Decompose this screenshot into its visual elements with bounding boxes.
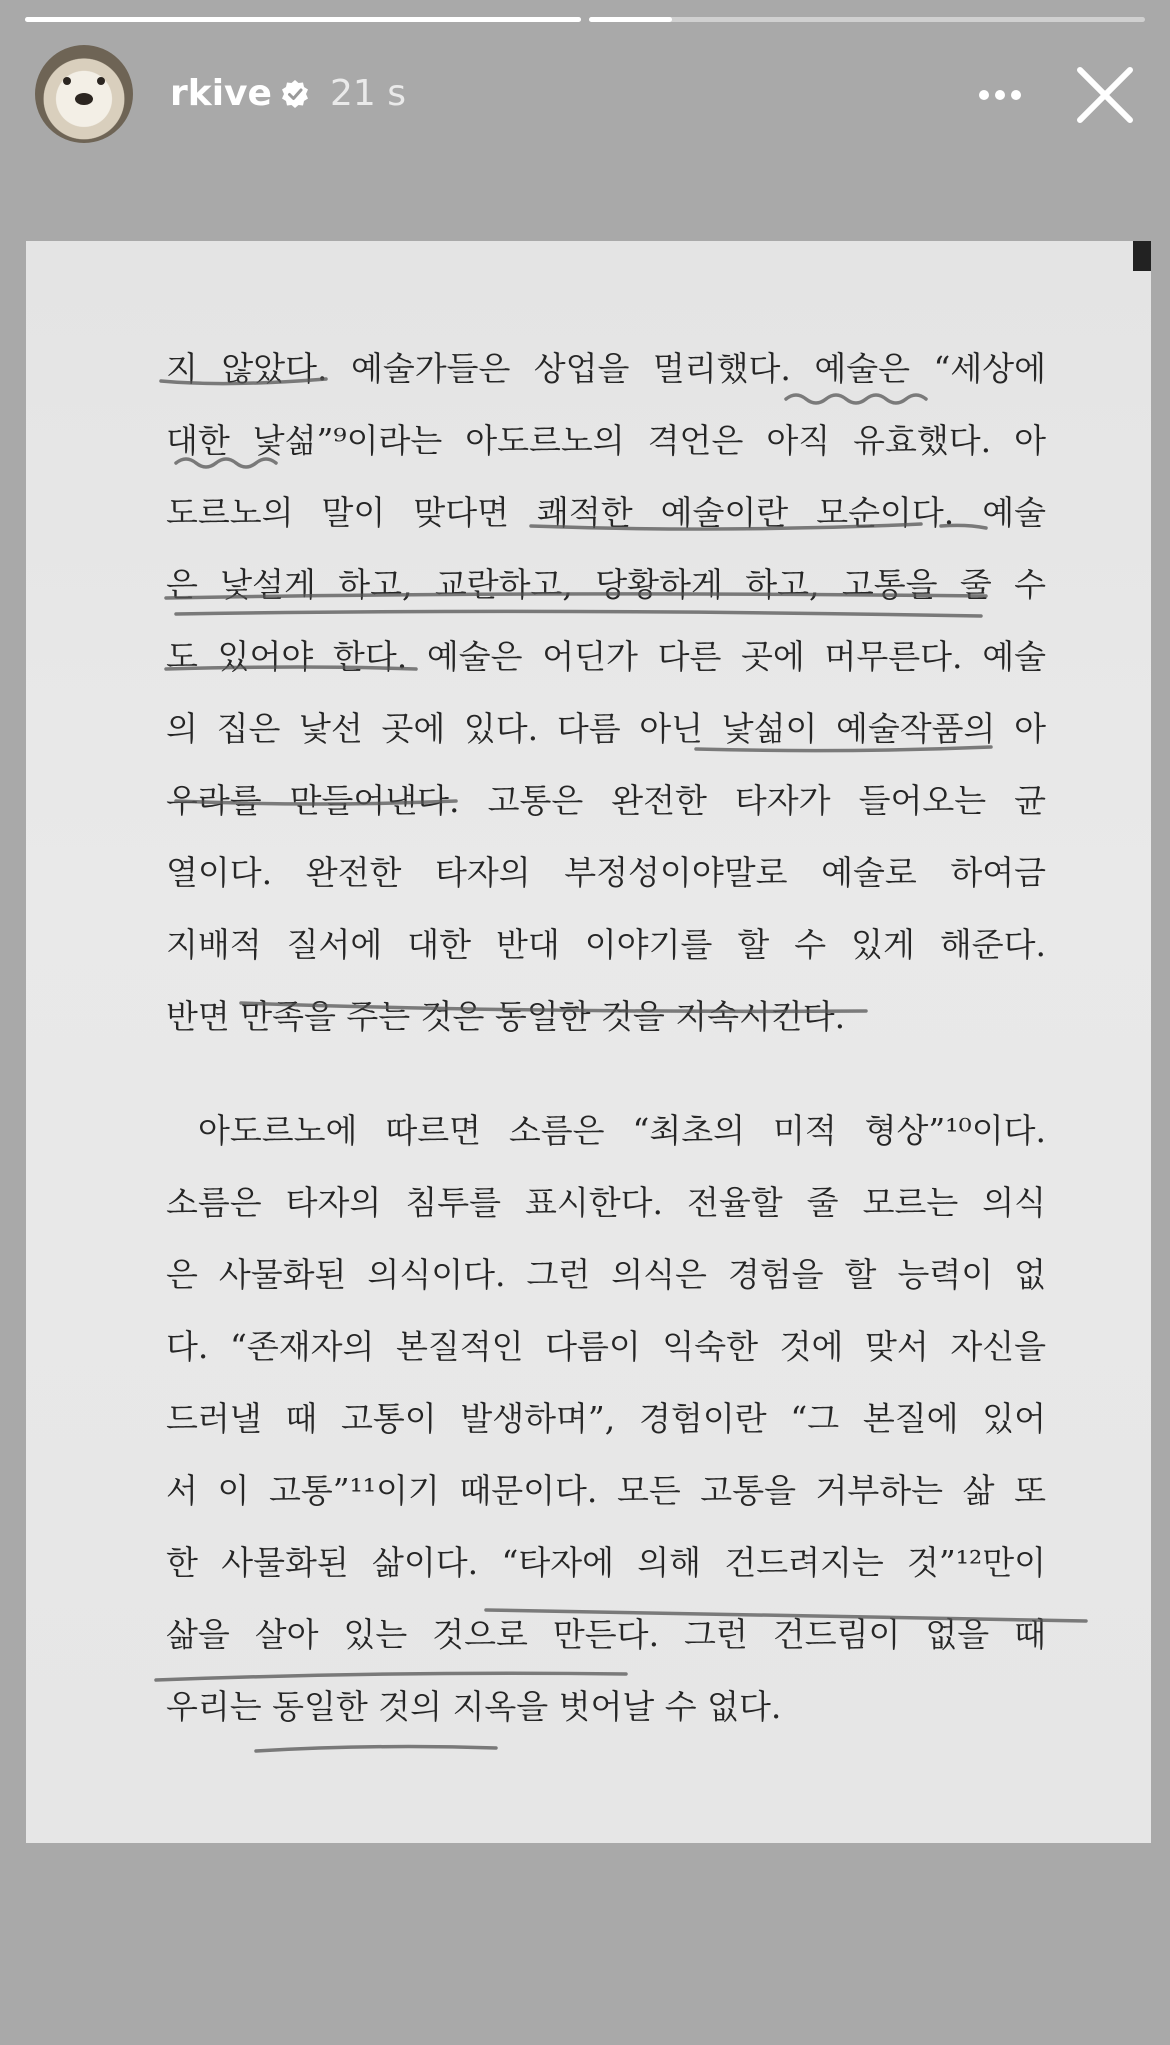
text-line: 우리는 동일한 것의 지옥을 벗어날 수 없다. xyxy=(166,1687,782,1726)
text-line: 의 집은 낯선 곳에 있다. 다름 아닌 낯섦이 예술작품의 아 xyxy=(166,709,1046,748)
text-line: 지 않았다. 예술가들은 상업을 멀리했다. 예술은 “세상에 xyxy=(166,349,1046,388)
story-photo xyxy=(26,241,1151,1843)
text-line: 대한 낯섦”⁹이라는 아도르노의 격언은 아직 유효했다. 아 xyxy=(166,421,1046,460)
text-line: 도 있어야 한다. 예술은 어딘가 다른 곳에 머무른다. 예술 xyxy=(166,637,1046,676)
paragraph-gap xyxy=(166,1053,1046,1095)
text-line: 열이다. 완전한 타자의 부정성이야말로 예술로 하여금 xyxy=(166,853,1046,892)
underline-mark xyxy=(256,1747,496,1751)
story-progress-fill-1 xyxy=(25,17,581,22)
close-icon[interactable] xyxy=(1070,60,1140,130)
page-corner-shadow xyxy=(1133,241,1151,271)
story-progress-segment-1 xyxy=(25,17,581,22)
username[interactable]: rkive xyxy=(170,73,272,114)
more-options-icon[interactable] xyxy=(970,65,1030,125)
text-line: 한 사물화된 삶이다. “타자에 의해 건드려지는 것”¹²만이 xyxy=(166,1543,1046,1582)
text-line: 다. “존재자의 본질적인 다름이 익숙한 것에 맞서 자신을 xyxy=(166,1327,1046,1366)
text-line: 지배적 질서에 대한 반대 이야기를 할 수 있게 해준다. xyxy=(166,925,1046,964)
story-progress-segment-2 xyxy=(589,17,1145,22)
text-line: 드러낼 때 고통이 발생하며”, 경험이란 “그 본질에 있어 xyxy=(166,1399,1046,1438)
text-line: 삶을 살아 있는 것으로 만든다. 그런 건드림이 없을 때 xyxy=(166,1615,1046,1654)
avatar-eye xyxy=(63,77,71,85)
text-line: 은 낯설게 하고, 교란하고, 당황하게 하고, 고통을 줄 수 xyxy=(166,565,1046,604)
text-line: 은 사물화된 의식이다. 그런 의식은 경험을 할 능력이 없 xyxy=(166,1255,1046,1294)
book-page-text xyxy=(166,333,1046,1743)
story-header xyxy=(35,45,1140,145)
post-time: 21 s xyxy=(330,73,407,114)
avatar[interactable] xyxy=(35,45,133,143)
avatar-nose xyxy=(75,93,93,105)
text-line: 우라를 만들어낸다. 고통은 완전한 타자가 들어오는 균 xyxy=(166,781,1046,820)
more-dots xyxy=(970,65,1030,125)
text-line: 소름은 타자의 침투를 표시한다. 전율할 줄 모르는 의식 xyxy=(166,1183,1046,1222)
text-line: 반면 만족을 주는 것은 동일한 것을 지속시킨다. xyxy=(166,997,846,1036)
text-line: 도르노의 말이 맞다면 쾌적한 예술이란 모순이다. 예술 xyxy=(166,493,1046,532)
story-progress-fill-2 xyxy=(589,17,672,22)
avatar-eye xyxy=(97,77,105,85)
verified-badge-icon xyxy=(280,79,310,109)
text-line: 아도르노에 따르면 소름은 “최초의 미적 형상”¹⁰이다. xyxy=(198,1111,1046,1150)
text-line: 서 이 고통”¹¹이기 때문이다. 모든 고통을 거부하는 삶 또 xyxy=(166,1471,1046,1510)
